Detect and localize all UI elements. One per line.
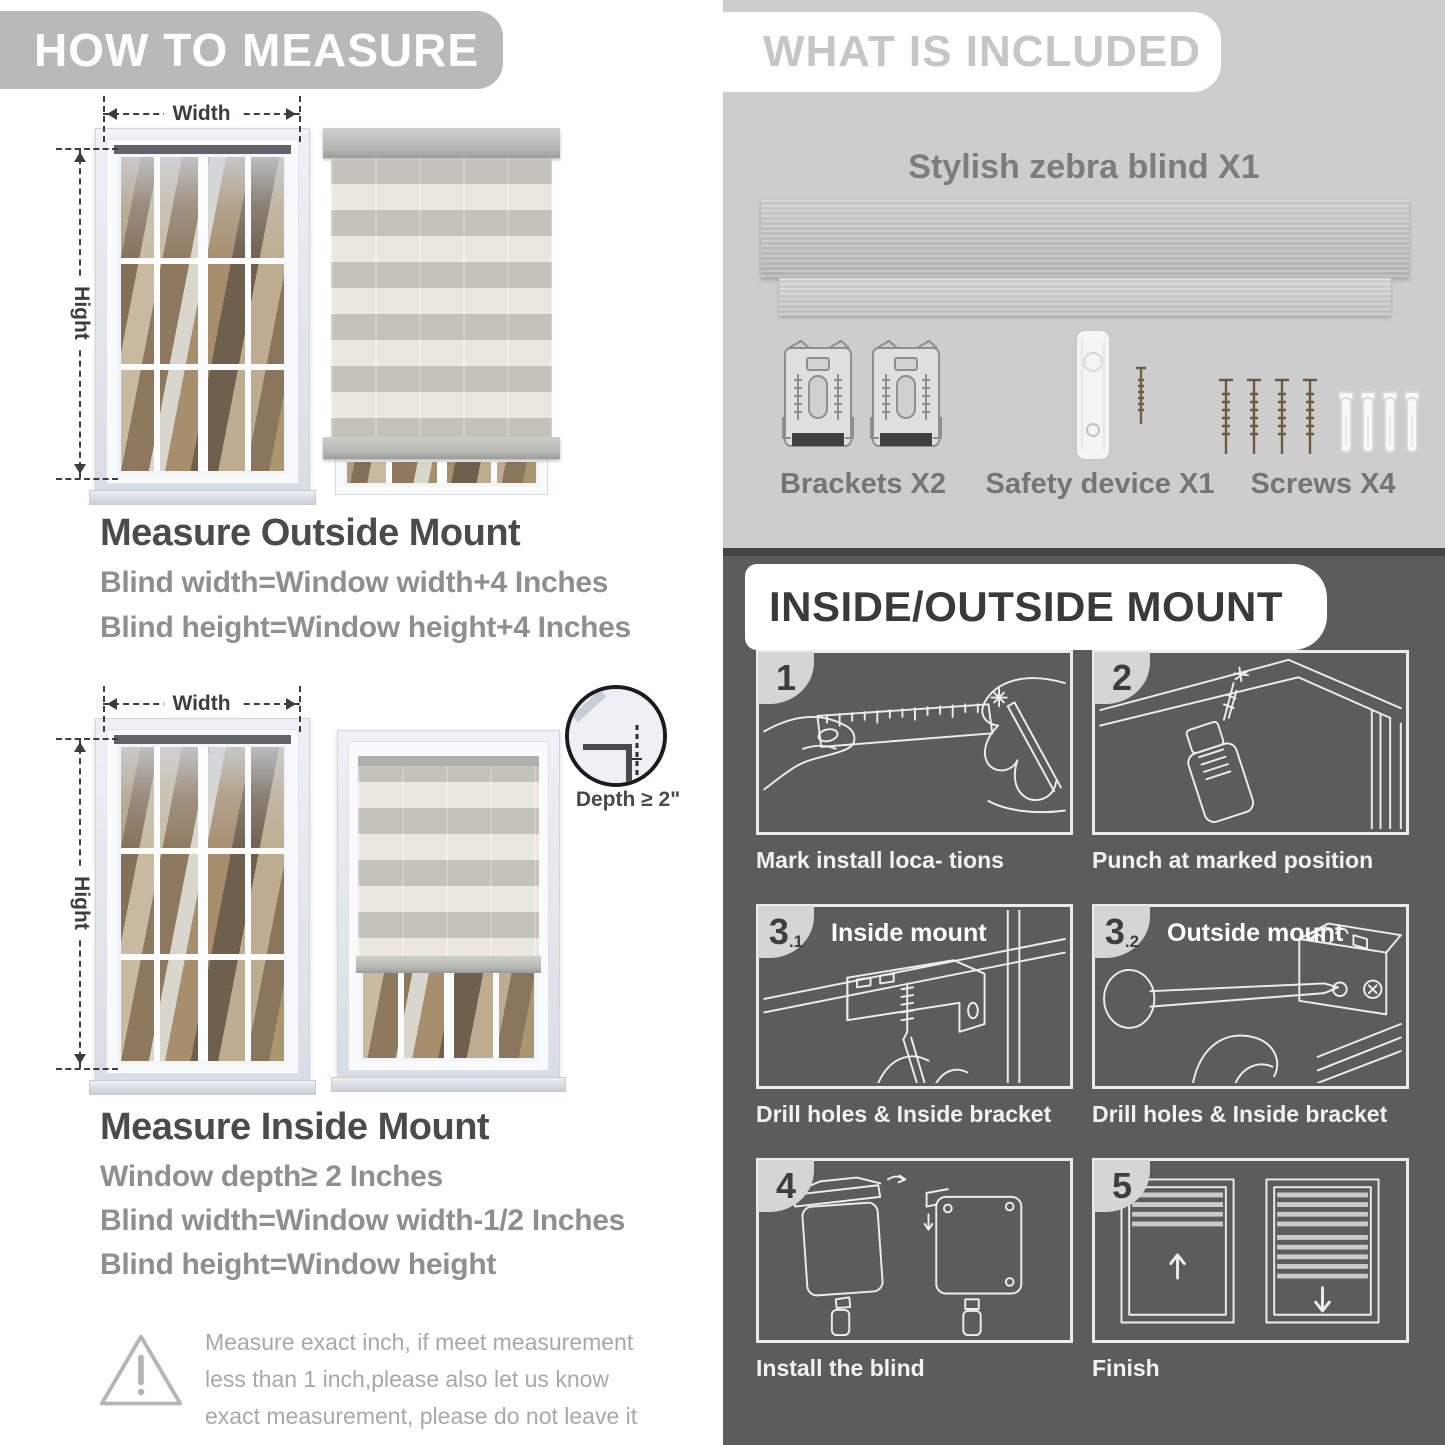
inside-mount-blind-illustration	[337, 730, 560, 1082]
brackets-label: Brackets X2	[779, 468, 947, 500]
screws-label: Screws X4	[1250, 468, 1396, 500]
window-top-reveal	[114, 735, 291, 744]
window-panes	[118, 744, 287, 1064]
inside-mount-line-1: Window depth≥ 2 Inches	[100, 1160, 443, 1193]
window-panes	[118, 154, 287, 474]
blind-bottom-rail	[323, 437, 560, 459]
step-5-tile	[1092, 1158, 1409, 1343]
depth-magnifier-icon	[565, 685, 667, 787]
inside-mount-title: Measure Inside Mount	[100, 1106, 490, 1148]
step-3-2-title: Outside mount	[1167, 919, 1344, 947]
step-4-caption: Install the blind	[756, 1355, 925, 1381]
safety-device-icon	[1048, 328, 1160, 468]
headrail-lip-image	[779, 278, 1391, 316]
step-number-badge: 1	[758, 652, 814, 704]
zebra-blind-label: Stylish zebra blind X1	[908, 148, 1260, 186]
outside-mount-blind-illustration	[323, 128, 560, 495]
width-guide-right	[299, 686, 301, 732]
inside-mount-line-3: Blind height=Window height	[100, 1248, 497, 1281]
brackets-icon	[781, 336, 943, 462]
zebra-blind-body	[358, 756, 539, 956]
warning-triangle-icon	[98, 1330, 184, 1412]
step-3-2-caption: Drill holes & Inside bracket	[1092, 1101, 1388, 1127]
mount-header	[745, 564, 1327, 650]
headrail-image	[761, 200, 1409, 278]
step-number-badge: 4	[758, 1160, 814, 1212]
step-3-1-caption: Drill holes & Inside bracket	[756, 1101, 1052, 1127]
how-to-measure-title: HOW TO MEASURE	[34, 24, 480, 76]
blind-cassette	[323, 128, 560, 158]
width-label: Width	[163, 102, 239, 126]
width-guide-left	[103, 96, 105, 142]
width-arrow	[103, 101, 300, 125]
measure-warning-text: Measure exact inch, if meet measurement less than 1 inch,please also let us know exact measurement, please do not leave it	[205, 1329, 638, 1429]
blind-bottom-rail	[356, 956, 541, 973]
step-3-1-title: Inside mount	[831, 919, 987, 947]
step-4-tile	[756, 1158, 1073, 1343]
height-arrow	[70, 148, 93, 478]
inside-mount-window-illustration	[95, 718, 310, 1085]
height-arrow	[70, 738, 93, 1068]
outside-mount-window-illustration	[95, 128, 310, 495]
step-2-tile	[1092, 650, 1409, 835]
zebra-blind-body	[331, 158, 552, 437]
width-guide-right	[299, 96, 301, 142]
step-1-tile	[756, 650, 1073, 835]
step-number-badge: 2	[1094, 652, 1150, 704]
step-2-caption: Punch at marked position	[1092, 847, 1374, 873]
mount-instructions-panel	[723, 548, 1445, 1445]
step-5-caption: Finish	[1092, 1355, 1160, 1381]
what-is-included-title: WHAT IS INCLUDED	[763, 27, 1202, 76]
height-guide-top	[56, 738, 118, 740]
outside-mount-line-2: Blind height=Window height+4 Inches	[100, 611, 631, 644]
how-to-measure-header	[0, 11, 503, 89]
step-3-2-tile	[1092, 904, 1409, 1089]
width-guide-left	[103, 686, 105, 732]
mount-title: INSIDE/OUTSIDE MOUNT	[769, 583, 1284, 630]
outside-mount-line-1: Blind width=Window width+4 Inches	[100, 566, 609, 599]
panel-divider	[723, 548, 1445, 556]
width-arrow	[103, 691, 300, 715]
what-is-included-panel	[723, 0, 1445, 548]
width-label: Width	[163, 692, 239, 716]
height-label: Hight	[69, 868, 93, 938]
screws-icon	[1213, 376, 1425, 464]
window-corner-detail-icon	[569, 689, 663, 783]
height-guide-top	[56, 148, 118, 150]
outside-mount-title: Measure Outside Mount	[100, 512, 521, 554]
step-3-1-tile	[756, 904, 1073, 1089]
window-top-reveal	[114, 145, 291, 154]
inside-mount-line-2: Blind width=Window width-1/2 Inches	[100, 1204, 626, 1237]
safety-device-label: Safety device X1	[985, 468, 1215, 500]
step-number-badge: 5	[1094, 1160, 1150, 1212]
height-label: Hight	[69, 278, 93, 348]
step-1-caption: Mark install loca- tions	[756, 847, 1004, 873]
blind-roll-top	[358, 756, 539, 766]
step-number-badge: 3 .2	[1094, 906, 1150, 958]
step-number-badge: 3 .1	[758, 906, 814, 958]
height-guide-bottom	[56, 1068, 118, 1070]
what-is-included-header	[723, 12, 1221, 92]
height-guide-bottom	[56, 478, 118, 480]
depth-label: Depth ≥ 2"	[575, 788, 681, 811]
